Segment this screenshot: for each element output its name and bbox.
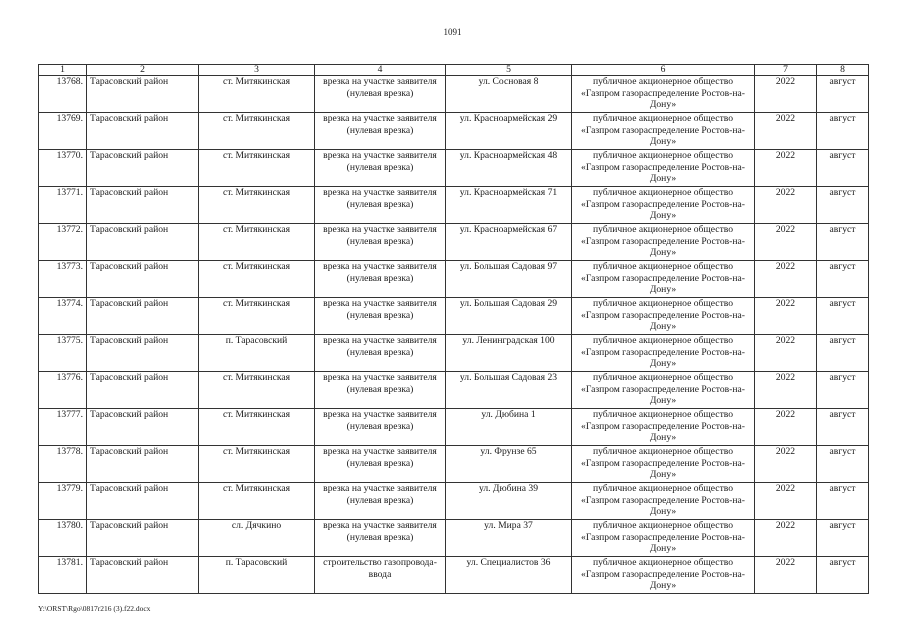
- cell-address: ул. Большая Садовая 23: [446, 372, 572, 409]
- table-row: [39, 446, 869, 483]
- cell-organization: публичное акционерное общество «Газпром газораспределение Ростов-на-Дону»: [572, 483, 755, 520]
- cell-organization: публичное акционерное общество «Газпром газораспределение Ростов-на-Дону»: [572, 187, 755, 224]
- cell-year: 2022: [755, 261, 817, 298]
- register-table: [38, 64, 869, 594]
- cell-row-number: 13772.: [39, 224, 87, 261]
- table-row: [39, 409, 869, 446]
- page-number: 1091: [443, 27, 462, 37]
- table-row: [39, 557, 869, 594]
- header-cell-col-3: 3: [199, 65, 315, 76]
- cell-address: ул. Специалистов 36: [446, 557, 572, 594]
- header-cell-col-2: 2: [87, 65, 199, 76]
- cell-settlement: п. Тарасовский: [199, 335, 315, 372]
- cell-year: 2022: [755, 187, 817, 224]
- cell-month: август: [817, 224, 869, 261]
- table-row: [39, 335, 869, 372]
- cell-year: 2022: [755, 335, 817, 372]
- cell-organization: публичное акционерное общество «Газпром газораспределение Ростов-на-Дону»: [572, 372, 755, 409]
- cell-work-type: врезка на участке заявителя (нулевая врезка): [315, 298, 446, 335]
- cell-district: Тарасовский район: [87, 409, 199, 446]
- cell-year: 2022: [755, 372, 817, 409]
- cell-settlement: сл. Дячкино: [199, 520, 315, 557]
- cell-month: август: [817, 298, 869, 335]
- cell-row-number: 13781.: [39, 557, 87, 594]
- cell-organization: публичное акционерное общество «Газпром газораспределение Ростов-на-Дону»: [572, 298, 755, 335]
- cell-address: ул. Мира 37: [446, 520, 572, 557]
- cell-month: август: [817, 335, 869, 372]
- table-row: [39, 187, 869, 224]
- cell-organization: публичное акционерное общество «Газпром газораспределение Ростов-на-Дону»: [572, 76, 755, 113]
- table-header-row: [39, 65, 869, 76]
- cell-district: Тарасовский район: [87, 557, 199, 594]
- cell-settlement: ст. Митякинская: [199, 113, 315, 150]
- table-row: [39, 113, 869, 150]
- cell-address: ул. Красноармейская 29: [446, 113, 572, 150]
- table-row: [39, 520, 869, 557]
- cell-year: 2022: [755, 483, 817, 520]
- cell-month: август: [817, 150, 869, 187]
- cell-work-type: врезка на участке заявителя (нулевая врезка): [315, 76, 446, 113]
- cell-address: ул. Большая Садовая 29: [446, 298, 572, 335]
- cell-address: ул. Дюбина 39: [446, 483, 572, 520]
- cell-district: Тарасовский район: [87, 150, 199, 187]
- cell-district: Тарасовский район: [87, 520, 199, 557]
- cell-month: август: [817, 372, 869, 409]
- cell-year: 2022: [755, 150, 817, 187]
- cell-month: август: [817, 76, 869, 113]
- cell-organization: публичное акционерное общество «Газпром газораспределение Ростов-на-Дону»: [572, 224, 755, 261]
- cell-district: Тарасовский район: [87, 187, 199, 224]
- cell-settlement: ст. Митякинская: [199, 483, 315, 520]
- table-row: [39, 483, 869, 520]
- header-cell-col-8: 8: [817, 65, 869, 76]
- cell-address: ул. Фрунзе 65: [446, 446, 572, 483]
- cell-district: Тарасовский район: [87, 483, 199, 520]
- header-cell-col-4: 4: [315, 65, 446, 76]
- cell-work-type: строительство газопровода-ввода: [315, 557, 446, 594]
- cell-district: Тарасовский район: [87, 335, 199, 372]
- cell-year: 2022: [755, 224, 817, 261]
- cell-row-number: 13779.: [39, 483, 87, 520]
- cell-organization: публичное акционерное общество «Газпром газораспределение Ростов-на-Дону»: [572, 261, 755, 298]
- cell-settlement: ст. Митякинская: [199, 150, 315, 187]
- cell-settlement: ст. Митякинская: [199, 298, 315, 335]
- cell-address: ул. Сосновая 8: [446, 76, 572, 113]
- cell-work-type: врезка на участке заявителя (нулевая врезка): [315, 335, 446, 372]
- cell-settlement: ст. Митякинская: [199, 224, 315, 261]
- cell-address: ул. Дюбина 1: [446, 409, 572, 446]
- cell-work-type: врезка на участке заявителя (нулевая врезка): [315, 520, 446, 557]
- cell-address: ул. Ленинградская 100: [446, 335, 572, 372]
- cell-month: август: [817, 520, 869, 557]
- cell-organization: публичное акционерное общество «Газпром газораспределение Ростов-на-Дону»: [572, 409, 755, 446]
- cell-row-number: 13768.: [39, 76, 87, 113]
- cell-month: август: [817, 557, 869, 594]
- cell-organization: публичное акционерное общество «Газпром газораспределение Ростов-на-Дону»: [572, 150, 755, 187]
- cell-district: Тарасовский район: [87, 372, 199, 409]
- cell-organization: публичное акционерное общество «Газпром газораспределение Ростов-на-Дону»: [572, 446, 755, 483]
- cell-work-type: врезка на участке заявителя (нулевая врезка): [315, 483, 446, 520]
- cell-settlement: ст. Митякинская: [199, 409, 315, 446]
- cell-year: 2022: [755, 520, 817, 557]
- cell-address: ул. Красноармейская 71: [446, 187, 572, 224]
- table-row: [39, 224, 869, 261]
- cell-settlement: ст. Митякинская: [199, 187, 315, 224]
- cell-month: август: [817, 187, 869, 224]
- cell-work-type: врезка на участке заявителя (нулевая врезка): [315, 261, 446, 298]
- cell-row-number: 13776.: [39, 372, 87, 409]
- header-cell-col-1: 1: [39, 65, 87, 76]
- table-row: [39, 261, 869, 298]
- header-cell-col-6: 6: [572, 65, 755, 76]
- cell-district: Тарасовский район: [87, 224, 199, 261]
- cell-month: август: [817, 483, 869, 520]
- cell-year: 2022: [755, 113, 817, 150]
- cell-work-type: врезка на участке заявителя (нулевая врезка): [315, 372, 446, 409]
- cell-address: ул. Большая Садовая 97: [446, 261, 572, 298]
- cell-work-type: врезка на участке заявителя (нулевая врезка): [315, 409, 446, 446]
- cell-settlement: ст. Митякинская: [199, 76, 315, 113]
- cell-settlement: ст. Митякинская: [199, 261, 315, 298]
- cell-district: Тарасовский район: [87, 76, 199, 113]
- cell-year: 2022: [755, 557, 817, 594]
- header-cell-col-7: 7: [755, 65, 817, 76]
- cell-year: 2022: [755, 446, 817, 483]
- cell-month: август: [817, 409, 869, 446]
- cell-organization: публичное акционерное общество «Газпром газораспределение Ростов-на-Дону»: [572, 113, 755, 150]
- table-row: [39, 150, 869, 187]
- cell-month: август: [817, 446, 869, 483]
- cell-settlement: ст. Митякинская: [199, 372, 315, 409]
- cell-district: Тарасовский район: [87, 446, 199, 483]
- table-row: [39, 76, 869, 113]
- cell-settlement: п. Тарасовский: [199, 557, 315, 594]
- cell-organization: публичное акционерное общество «Газпром газораспределение Ростов-на-Дону»: [572, 335, 755, 372]
- cell-row-number: 13771.: [39, 187, 87, 224]
- cell-year: 2022: [755, 76, 817, 113]
- cell-address: ул. Красноармейская 48: [446, 150, 572, 187]
- cell-settlement: ст. Митякинская: [199, 446, 315, 483]
- cell-month: август: [817, 261, 869, 298]
- table-body: [39, 76, 869, 594]
- cell-district: Тарасовский район: [87, 261, 199, 298]
- cell-work-type: врезка на участке заявителя (нулевая врезка): [315, 224, 446, 261]
- cell-row-number: 13769.: [39, 113, 87, 150]
- footer-file-path: Y:\ORST\Rgo\0817r216 (3).f22.docx: [38, 604, 151, 613]
- cell-organization: публичное акционерное общество «Газпром газораспределение Ростов-на-Дону»: [572, 557, 755, 594]
- cell-work-type: врезка на участке заявителя (нулевая врезка): [315, 113, 446, 150]
- table-row: [39, 298, 869, 335]
- cell-year: 2022: [755, 298, 817, 335]
- cell-address: ул. Красноармейская 67: [446, 224, 572, 261]
- cell-row-number: 13773.: [39, 261, 87, 298]
- cell-row-number: 13778.: [39, 446, 87, 483]
- cell-row-number: 13777.: [39, 409, 87, 446]
- cell-row-number: 13775.: [39, 335, 87, 372]
- cell-organization: публичное акционерное общество «Газпром газораспределение Ростов-на-Дону»: [572, 520, 755, 557]
- cell-work-type: врезка на участке заявителя (нулевая врезка): [315, 150, 446, 187]
- header-cell-col-5: 5: [446, 65, 572, 76]
- table-row: [39, 372, 869, 409]
- cell-district: Тарасовский район: [87, 113, 199, 150]
- cell-row-number: 13780.: [39, 520, 87, 557]
- cell-district: Тарасовский район: [87, 298, 199, 335]
- cell-row-number: 13770.: [39, 150, 87, 187]
- cell-year: 2022: [755, 409, 817, 446]
- cell-month: август: [817, 113, 869, 150]
- cell-row-number: 13774.: [39, 298, 87, 335]
- cell-work-type: врезка на участке заявителя (нулевая врезка): [315, 187, 446, 224]
- cell-work-type: врезка на участке заявителя (нулевая врезка): [315, 446, 446, 483]
